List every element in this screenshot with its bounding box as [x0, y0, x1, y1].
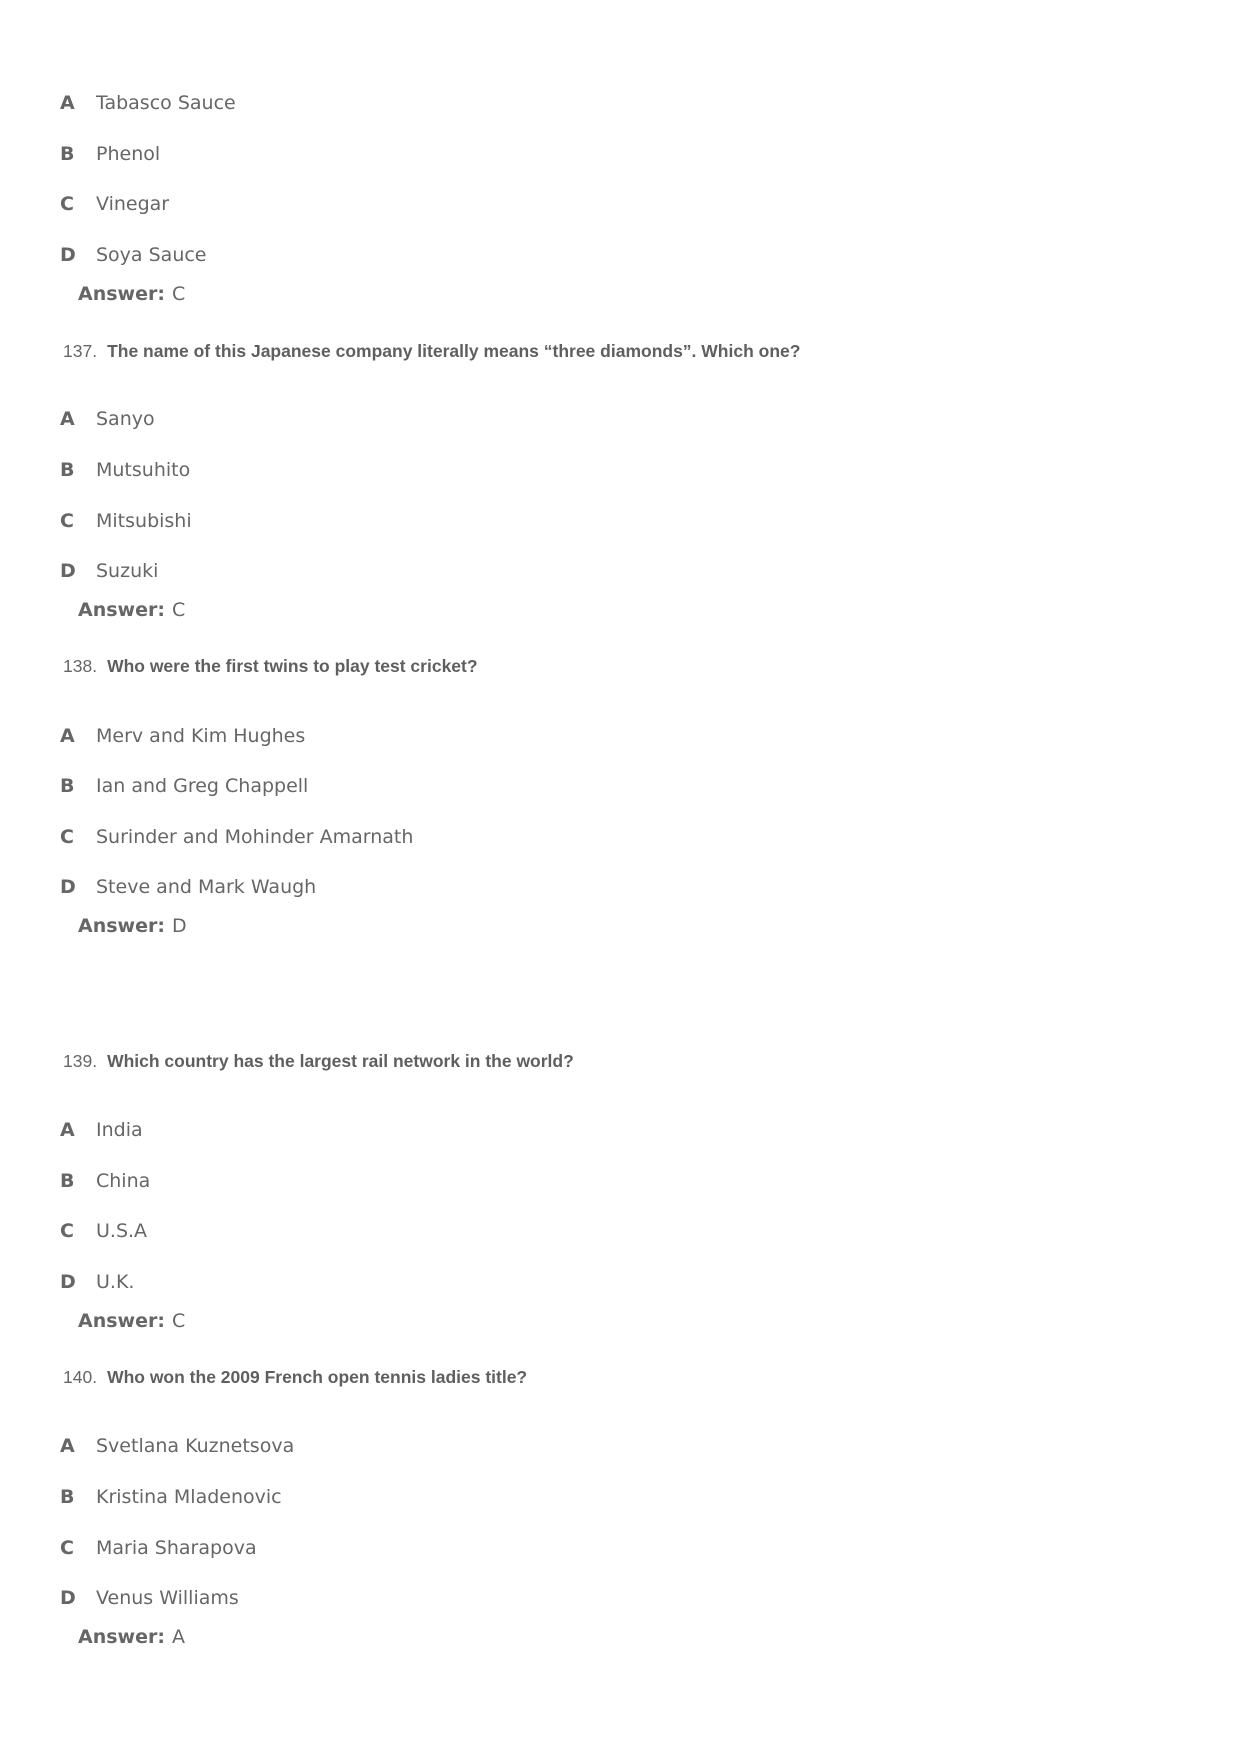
option-text: U.S.A — [96, 1220, 148, 1242]
answer-value: C — [171, 599, 186, 621]
option-letter: A — [60, 1435, 75, 1457]
option-letter: C — [60, 826, 74, 848]
question-139 — [63, 1046, 574, 1076]
option-a — [60, 404, 155, 434]
option-text: Mitsubishi — [96, 510, 192, 532]
question-137 — [63, 336, 800, 366]
answer-line — [78, 595, 185, 625]
option-text: Suzuki — [96, 560, 159, 582]
option-letter: D — [60, 560, 76, 582]
option-d — [60, 556, 158, 586]
option-text: Maria Sharapova — [96, 1537, 257, 1559]
option-b — [60, 1482, 282, 1512]
option-letter: B — [60, 459, 75, 481]
option-c — [60, 189, 169, 219]
answer-value: C — [171, 1310, 186, 1332]
question-text: Which country has the largest rail network in the world? — [107, 1050, 574, 1071]
option-c — [60, 1533, 257, 1563]
option-d — [60, 1267, 134, 1297]
answer-label: Answer: — [78, 915, 165, 937]
answer-value: A — [171, 1626, 185, 1648]
option-letter: D — [60, 244, 76, 266]
option-a — [60, 1115, 143, 1145]
option-text: Venus Williams — [96, 1587, 239, 1609]
option-letter: A — [60, 1119, 75, 1141]
option-c — [60, 1216, 147, 1246]
option-letter: C — [60, 510, 74, 532]
option-letter: C — [60, 193, 74, 215]
option-text: India — [96, 1119, 143, 1141]
option-text: Mutsuhito — [96, 459, 191, 481]
answer-line — [78, 1306, 185, 1336]
option-d — [60, 1583, 239, 1613]
answer-line — [78, 279, 185, 309]
option-text: Ian and Greg Chappell — [96, 775, 309, 797]
answer-value: D — [171, 915, 187, 937]
option-letter: B — [60, 1486, 75, 1508]
option-text: Sanyo — [96, 408, 155, 430]
question-140 — [63, 1362, 527, 1392]
question-text: The name of this Japanese company literally means “three diamonds”. Which one? — [107, 340, 801, 361]
answer-label: Answer: — [78, 1310, 165, 1332]
question-text: Who won the 2009 French open tennis ladies title? — [107, 1366, 528, 1387]
option-b — [60, 455, 190, 485]
option-letter: A — [60, 408, 75, 430]
option-letter: C — [60, 1537, 74, 1559]
option-text: Surinder and Mohinder Amarnath — [96, 826, 414, 848]
answer-value: C — [171, 283, 186, 305]
answer-line — [78, 911, 187, 941]
answer-label: Answer: — [78, 283, 165, 305]
option-a — [60, 88, 236, 118]
option-text: Vinegar — [96, 193, 170, 215]
option-a — [60, 721, 305, 751]
question-number: 137. — [63, 340, 98, 361]
option-letter: D — [60, 1271, 76, 1293]
option-b — [60, 1166, 150, 1196]
option-text: Tabasco Sauce — [96, 92, 236, 114]
question-number: 139. — [63, 1050, 98, 1071]
question-number: 140. — [63, 1366, 98, 1387]
option-letter: B — [60, 775, 75, 797]
option-c — [60, 506, 192, 536]
option-b — [60, 771, 308, 801]
option-text: U.K. — [96, 1271, 135, 1293]
option-letter: C — [60, 1220, 74, 1242]
question-number: 138. — [63, 655, 98, 676]
option-letter: A — [60, 92, 75, 114]
option-text: Svetlana Kuznetsova — [96, 1435, 295, 1457]
option-d — [60, 240, 207, 270]
option-b — [60, 139, 160, 169]
option-text: Steve and Mark Waugh — [96, 876, 317, 898]
option-text: Phenol — [96, 143, 161, 165]
option-letter: B — [60, 1170, 75, 1192]
answer-label: Answer: — [78, 599, 165, 621]
option-d — [60, 872, 316, 902]
answer-label: Answer: — [78, 1626, 165, 1648]
question-138 — [63, 651, 478, 681]
option-c — [60, 822, 413, 852]
option-text: Soya Sauce — [96, 244, 207, 266]
option-text: Kristina Mladenovic — [96, 1486, 282, 1508]
option-a — [60, 1431, 294, 1461]
option-text: China — [96, 1170, 151, 1192]
option-letter: B — [60, 143, 75, 165]
option-letter: A — [60, 725, 75, 747]
option-letter: D — [60, 876, 76, 898]
option-text: Merv and Kim Hughes — [96, 725, 306, 747]
answer-line — [78, 1622, 185, 1652]
question-text: Who were the first twins to play test cricket? — [107, 655, 478, 676]
option-letter: D — [60, 1587, 76, 1609]
